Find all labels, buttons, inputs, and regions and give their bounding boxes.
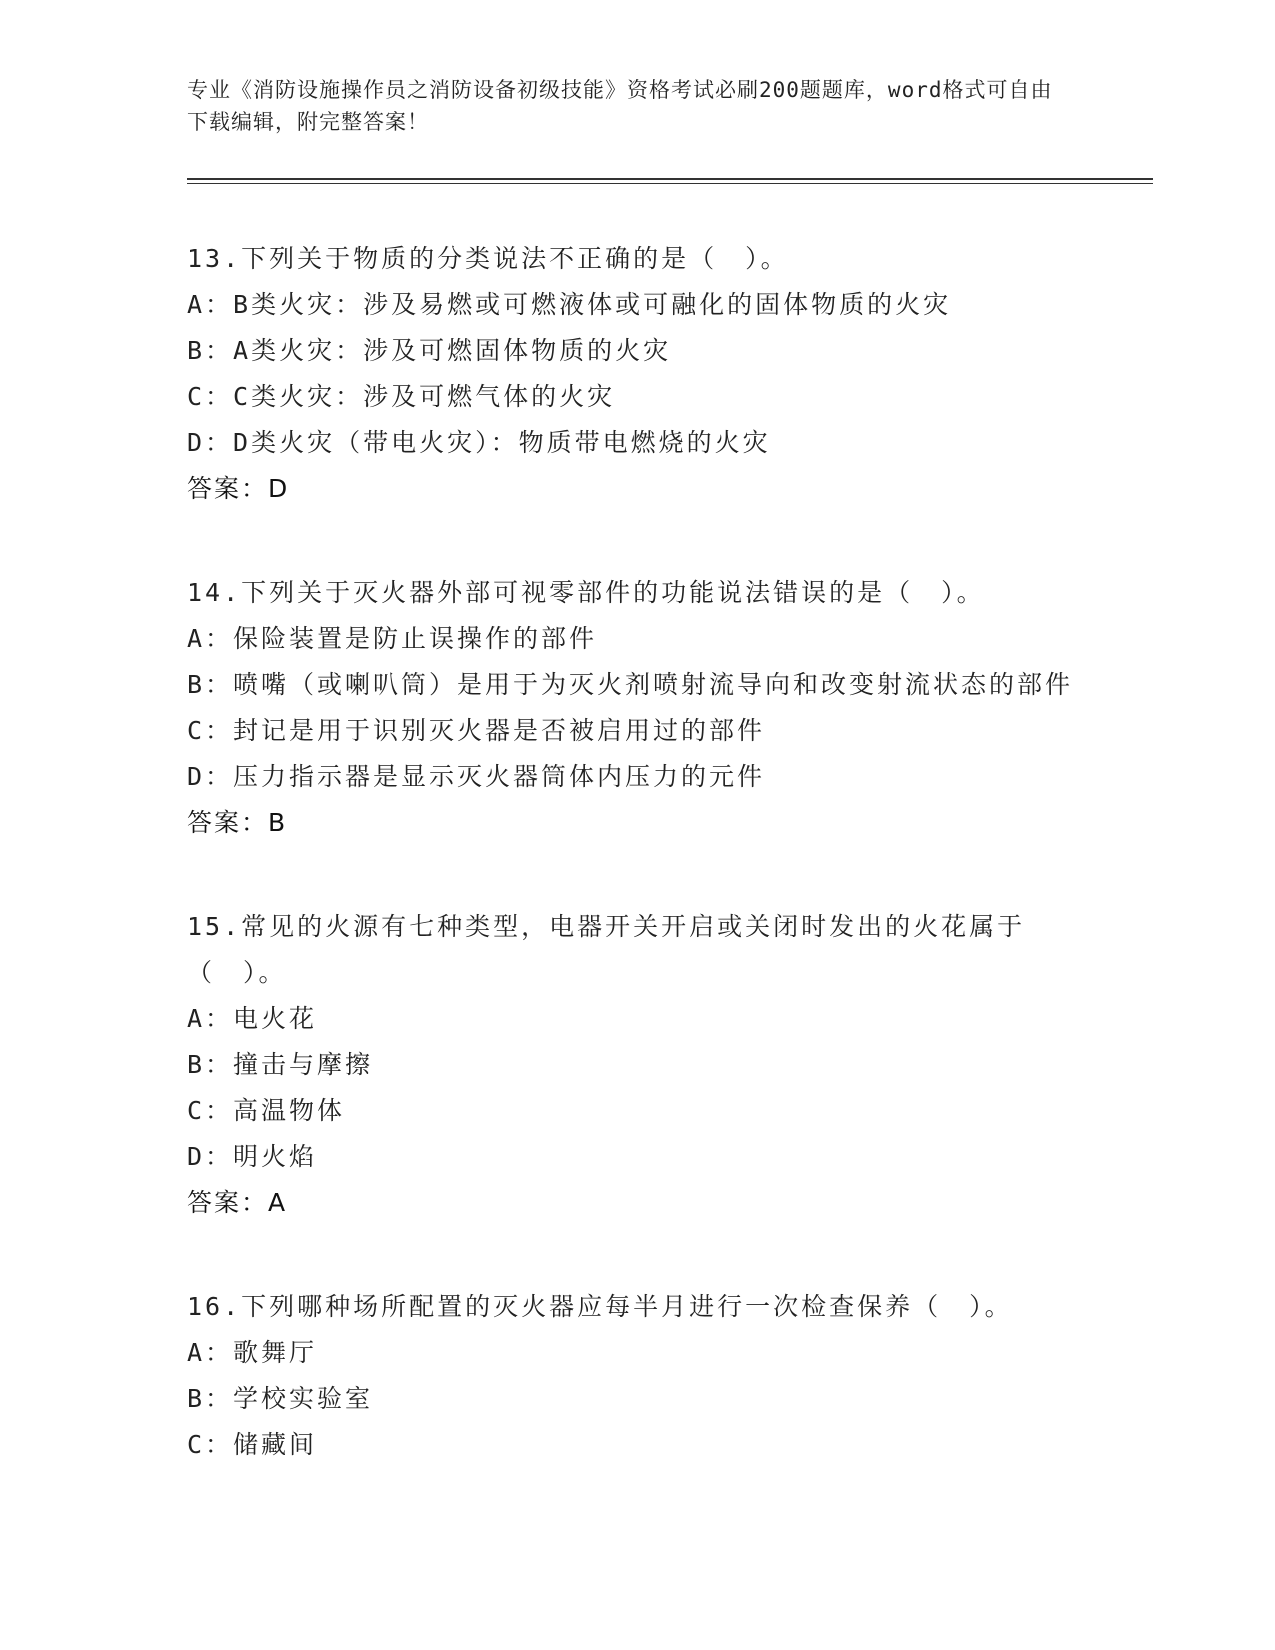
- option-b: B：喷嘴（或喇叭筒）是用于为灭火剂喷射流导向和改变射流状态的部件: [187, 670, 1074, 699]
- document-header: 专业《消防设施操作员之消防设备初级技能》资格考试必刷200题题库，word格式可自由下载编辑，附完整答案！: [187, 78, 1053, 134]
- question-list: [187, 236, 1077, 1526]
- option-d: D：明火焰: [187, 1142, 318, 1171]
- option-c: C：C类火灾：涉及可燃气体的火灾: [187, 382, 616, 411]
- option-c: C：封记是用于识别灭火器是否被启用过的部件: [187, 716, 766, 745]
- question-13: [187, 236, 1077, 512]
- question-15: [187, 904, 1077, 1226]
- answer-label: 答案：B: [187, 808, 288, 837]
- question-14: [187, 570, 1077, 846]
- question-stem: 16.下列哪种场所配置的灭火器应每半月进行一次检查保养（ ）。: [187, 1292, 1013, 1321]
- answer-label: 答案：D: [187, 474, 290, 503]
- question-stem: 15.常见的火源有七种类型，电器开关开启或关闭时发出的火花属于（ ）。: [187, 912, 1026, 987]
- question-16: [187, 1284, 1077, 1468]
- option-a: A：歌舞厅: [187, 1338, 318, 1367]
- question-stem: 13.下列关于物质的分类说法不正确的是（ ）。: [187, 244, 789, 273]
- option-c: C：储藏间: [187, 1430, 318, 1459]
- answer-label: 答案：A: [187, 1188, 288, 1217]
- option-d: D：压力指示器是显示灭火器筒体内压力的元件: [187, 762, 766, 791]
- option-a: A：保险装置是防止误操作的部件: [187, 624, 598, 653]
- question-stem: 14.下列关于灭火器外部可视零部件的功能说法错误的是（ ）。: [187, 578, 985, 607]
- header-divider: [187, 178, 1153, 184]
- option-d: D：D类火灾（带电火灾）：物质带电燃烧的火灾: [187, 428, 771, 457]
- option-a: A：电火花: [187, 1004, 318, 1033]
- option-a: A：B类火灾：涉及易燃或可燃液体或可融化的固体物质的火灾: [187, 290, 952, 319]
- option-b: B：A类火灾：涉及可燃固体物质的火灾: [187, 336, 672, 365]
- option-b: B：撞击与摩擦: [187, 1050, 374, 1079]
- option-b: B：学校实验室: [187, 1384, 374, 1413]
- option-c: C：高温物体: [187, 1096, 346, 1125]
